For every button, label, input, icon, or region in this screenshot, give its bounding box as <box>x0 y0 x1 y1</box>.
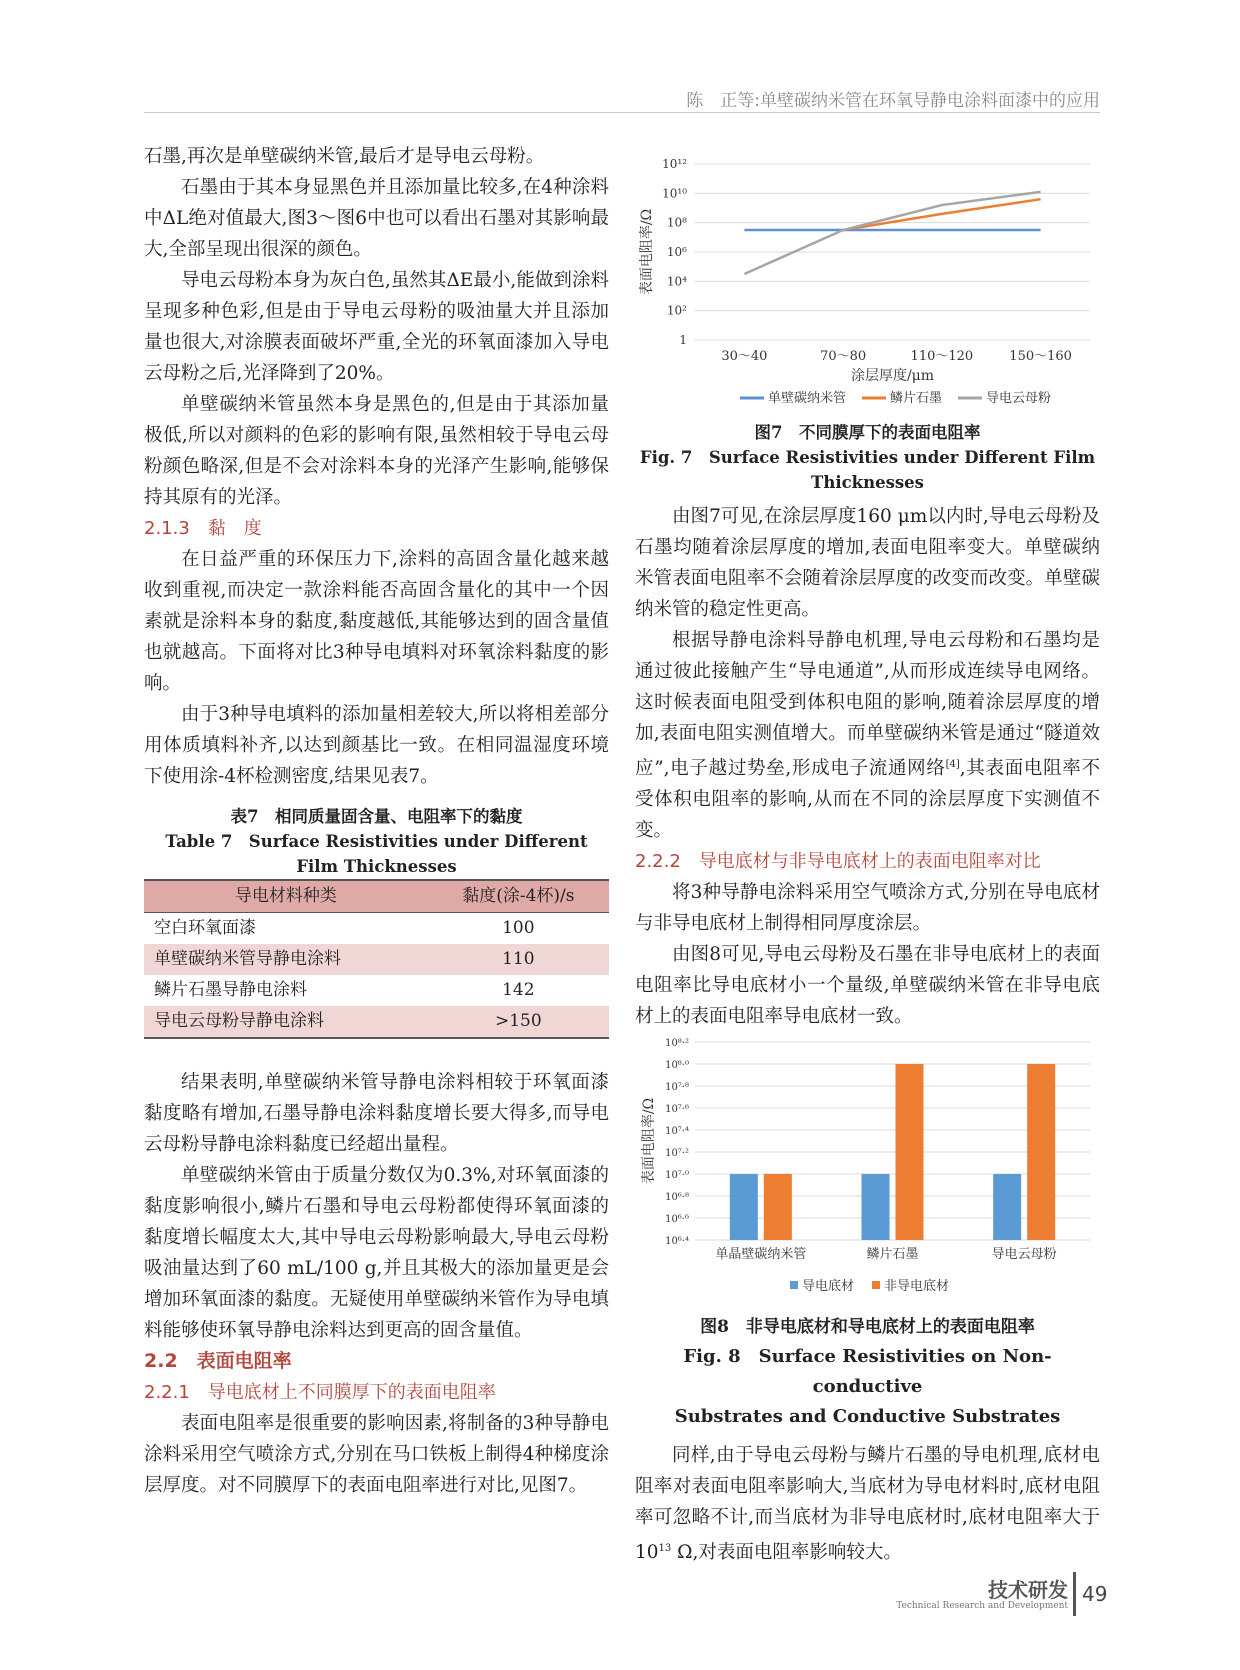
table-cell: 142 <box>502 980 535 1000</box>
right-column-top <box>635 420 1100 1032</box>
paragraph-text: ,其表面电阻率不受体积电阻率的影响,从而在不同的涂层厚度下实测值不变。 <box>635 758 1100 842</box>
y-tick-label: 10⁷·² <box>665 1148 689 1159</box>
header-rule <box>144 112 1100 113</box>
table-row <box>144 975 609 1006</box>
y-axis-label: 表面电阻率/Ω <box>639 208 655 296</box>
viscosity-table <box>144 879 609 1039</box>
x-tick-label: 110～120 <box>910 349 974 364</box>
y-tick-label: 10⁶ <box>666 245 687 259</box>
paragraph: 石墨由于其本身显黑色并且添加量比较多,在4种涂料中ΔL绝对值最大,图3～图6中也可以看出石墨对其影响最大,全部呈现出很深的颜色。 <box>144 177 609 260</box>
figure-8-caption-en: Fig. 8 Surface Resistivities on Non-conductive <box>683 1346 1052 1397</box>
y-tick-label: 10² <box>666 303 687 318</box>
paragraph: 将3种导静电涂料采用空气喷涂方式,分别在导电底材与非导电底材上制得相同厚度涂层。 <box>635 882 1100 935</box>
paragraph: 表面电阻率是很重要的影响因素,将制备的3种导静电涂料采用空气喷涂方式,分别在马口铁板上制得4种梯度涂层厚度。对不同膜厚下的表面电阻率进行对比,见图7。 <box>144 1413 609 1496</box>
paragraph <box>635 625 1100 846</box>
table-cell: 110 <box>428 944 609 975</box>
table-cell: 单壁碳纳米管导静电涂料 <box>144 944 428 975</box>
y-tick-label: 10⁶·⁴ <box>665 1236 689 1247</box>
line-chart <box>635 150 1100 410</box>
figure-7 <box>635 150 1100 414</box>
section-heading-2-2-1: 2.2.1 导电底材上不同膜厚下的表面电阻率 <box>144 1382 496 1403</box>
table-cell: >150 <box>428 1006 609 1038</box>
y-tick-label: 10⁸·² <box>665 1038 689 1049</box>
legend-label: 导电底材 <box>802 1279 855 1294</box>
paragraph-text: 同样,由于导电云母粉与鳞片石墨的导电机理,底材电阻率对表面电阻率影响大,当底材为导电材料时,底材电阻率可忽略不计,而当底材为非导电底材时,底材电阻率大于10 <box>635 1445 1100 1564</box>
paragraph: 单壁碳纳米管由于质量分数仅为0.3%,对环氧面漆的黏度影响很小,鳞片石墨和导电云母粉都使得环氧面漆的黏度增长幅度太大,其中导电云母粉影响最大,导电云母粉吸油量达到了60 mL/100 g,并且其极大的添加量更是会增加环氧面漆的黏度。无疑使用单壁碳纳米管作为导电填料能够使环氧导静电涂料达到更高的固含量值。 <box>144 1165 609 1341</box>
legend-swatch <box>872 1281 880 1289</box>
figure-8 <box>635 1030 1100 1304</box>
x-tick-label: 30～40 <box>721 349 768 364</box>
y-tick-label: 10⁷·⁰ <box>665 1170 689 1181</box>
section-heading-2-2: 2.2 表面电阻率 <box>144 1350 292 1372</box>
table-row <box>144 913 609 945</box>
table-header: 导电材料种类 <box>144 880 428 913</box>
section-heading-2-1-3: 2.1.3 黏 度 <box>144 518 262 539</box>
table-caption-cn: 表7 相同质量固含量、电阻率下的黏度 <box>230 807 523 826</box>
y-tick-label: 10⁶·⁸ <box>665 1192 689 1203</box>
table-row <box>144 1006 609 1038</box>
paragraph: 石墨,再次是单壁碳纳米管,最后才是导电云母粉。 <box>144 146 545 167</box>
table-header: 黏度(涂-4杯)/s <box>428 880 609 913</box>
paragraph-text: 根据导静电涂料导静电机理,导电云母粉和石墨均是通过彼此接触产生“导电通道”,从而形成连续导电网络。这时候表面电阻受到体积电阻的影响,随着涂层厚度的增加,表面电阻实测值增大。而单壁碳纳米管是通过“隧道效应”,电子越过势垒,形成电子流通网络 <box>635 630 1100 780</box>
citation: [4] <box>945 759 960 770</box>
paragraph: 由图7可见,在涂层厚度160 μm以内时,导电云母粉及石墨均随着涂层厚度的增加,表面电阻率变大。单壁碳纳米管表面电阻率不会随着涂层厚度的改变而改变。单壁碳纳米管的稳定性更高。 <box>635 506 1100 620</box>
table-cell: 鳞片石墨导静电涂料 <box>154 980 307 1000</box>
footer-divider <box>1073 1572 1076 1616</box>
y-tick-label: 10¹⁰ <box>662 186 687 201</box>
journal-section-sub: Technical Research and Development <box>896 1601 1068 1611</box>
figure-7-caption-cn: 图7 不同膜厚下的表面电阻率 <box>754 423 981 442</box>
journal-section-label: 技术研发 <box>988 1578 1068 1602</box>
legend-swatch <box>790 1281 798 1289</box>
figure-8-caption-en: Substrates and Conductive Substrates <box>674 1406 1061 1427</box>
legend-label: 导电云母粉 <box>986 391 1052 406</box>
y-tick-label: 10⁷·⁴ <box>665 1126 689 1137</box>
legend-label: 非导电底材 <box>884 1279 950 1294</box>
bar <box>764 1174 792 1240</box>
y-tick-label: 10⁷·⁶ <box>665 1104 689 1115</box>
bar <box>896 1064 924 1240</box>
y-tick-label: 10⁸·⁰ <box>665 1060 689 1071</box>
right-column-bottom <box>635 1312 1100 1568</box>
bar <box>1027 1064 1055 1240</box>
page-number: 49 <box>1082 1582 1108 1606</box>
y-axis-label: 表面电阻率/Ω <box>641 1097 657 1185</box>
left-column <box>144 141 609 1501</box>
y-tick-label: 10¹² <box>662 157 687 171</box>
y-tick-label: 10⁸ <box>666 215 687 230</box>
legend-label: 鳞片石墨 <box>890 391 943 406</box>
x-tick-label: 鳞片石墨 <box>866 1247 919 1262</box>
y-tick-label: 1 <box>679 333 687 347</box>
paragraph: 在日益严重的环保压力下,涂料的高固含量化越来越收到重视,而决定一款涂料能否高固含量化的其中一个因素就是涂料本身的黏度,黏度越低,其能够达到的固含量值也就越高。下面将对比3种导电填料对环氧涂料黏度的影响。 <box>144 549 609 694</box>
bar-chart <box>635 1030 1100 1300</box>
paragraph: 结果表明,单壁碳纳米管导静电涂料相较于环氧面漆黏度略有增加,石墨导静电涂料黏度增长要大得多,而导电云母粉导静电涂料黏度已经超出量程。 <box>144 1072 609 1155</box>
table-cell: 导电云母粉导静电涂料 <box>144 1006 428 1038</box>
table-row <box>144 944 609 975</box>
table-cell: 空白环氧面漆 <box>154 918 256 938</box>
section-heading-2-2-2: 2.2.2 导电底材与非导电底材上的表面电阻率对比 <box>635 851 1041 873</box>
paragraph-text: Ω,对表面电阻率影响较大。 <box>671 1542 902 1564</box>
bar <box>993 1174 1021 1240</box>
x-axis-label: 涂层厚度/μm <box>850 368 935 384</box>
running-header: 陈 正等:单壁碳纳米管在环氧导静电涂料面漆中的应用 <box>686 91 1100 111</box>
bar <box>862 1174 890 1240</box>
x-tick-label: 单晶壁碳纳米管 <box>715 1247 807 1262</box>
x-tick-label: 150～160 <box>1009 349 1072 364</box>
paragraph: 导电云母粉本身为灰白色,虽然其ΔE最小,能做到涂料呈现多种色彩,但是由于导电云母粉的吸油量大并且添加量也很大,对涂膜表面破坏严重,全光的环氧面漆加入导电云母粉之后,光泽降到了20%。 <box>144 270 609 384</box>
paragraph: 单壁碳纳米管虽然本身是黑色的,但是由于其添加量极低,所以对颜料的色彩的影响有限,虽然相较于导电云母粉颜色略深,但是不会对涂料本身的光泽产生影响,能够保持其原有的光泽。 <box>144 394 609 508</box>
paragraph <box>635 1440 1100 1568</box>
y-tick-label: 10⁶·⁶ <box>665 1214 689 1225</box>
paragraph: 由图8可见,导电云母粉及石墨在非导电底材上的表面电阻率比导电底材小一个量级,单壁碳纳米管在非导电底材上的表面电阻率导电底材一致。 <box>635 944 1100 1028</box>
figure-8-caption-cn: 图8 非导电底材和导电底材上的表面电阻率 <box>700 1317 1035 1337</box>
y-tick-label: 10⁴ <box>666 274 687 289</box>
y-tick-label: 10⁷·⁸ <box>665 1082 689 1093</box>
bar <box>730 1174 758 1240</box>
superscript: 13 <box>658 1543 672 1554</box>
paragraph: 由于3种导电填料的添加量相差较大,所以将相差部分用体质填料补齐,以达到颜基比一致。在相同温湿度环境下使用涂-4杯检测密度,结果见表7。 <box>144 704 609 787</box>
x-tick-label: 导电云母粉 <box>991 1247 1057 1262</box>
table-cell: 100 <box>502 918 535 938</box>
figure-7-caption-en: Fig. 7 Surface Resistivities under Different Film Thicknesses <box>639 448 1096 492</box>
table-caption-en: Table 7 Surface Resistivities under Different Film Thicknesses <box>165 832 588 876</box>
legend-label: 单壁碳纳米管 <box>768 391 847 406</box>
x-tick-label: 70～80 <box>820 349 867 364</box>
series-line <box>744 192 1040 274</box>
